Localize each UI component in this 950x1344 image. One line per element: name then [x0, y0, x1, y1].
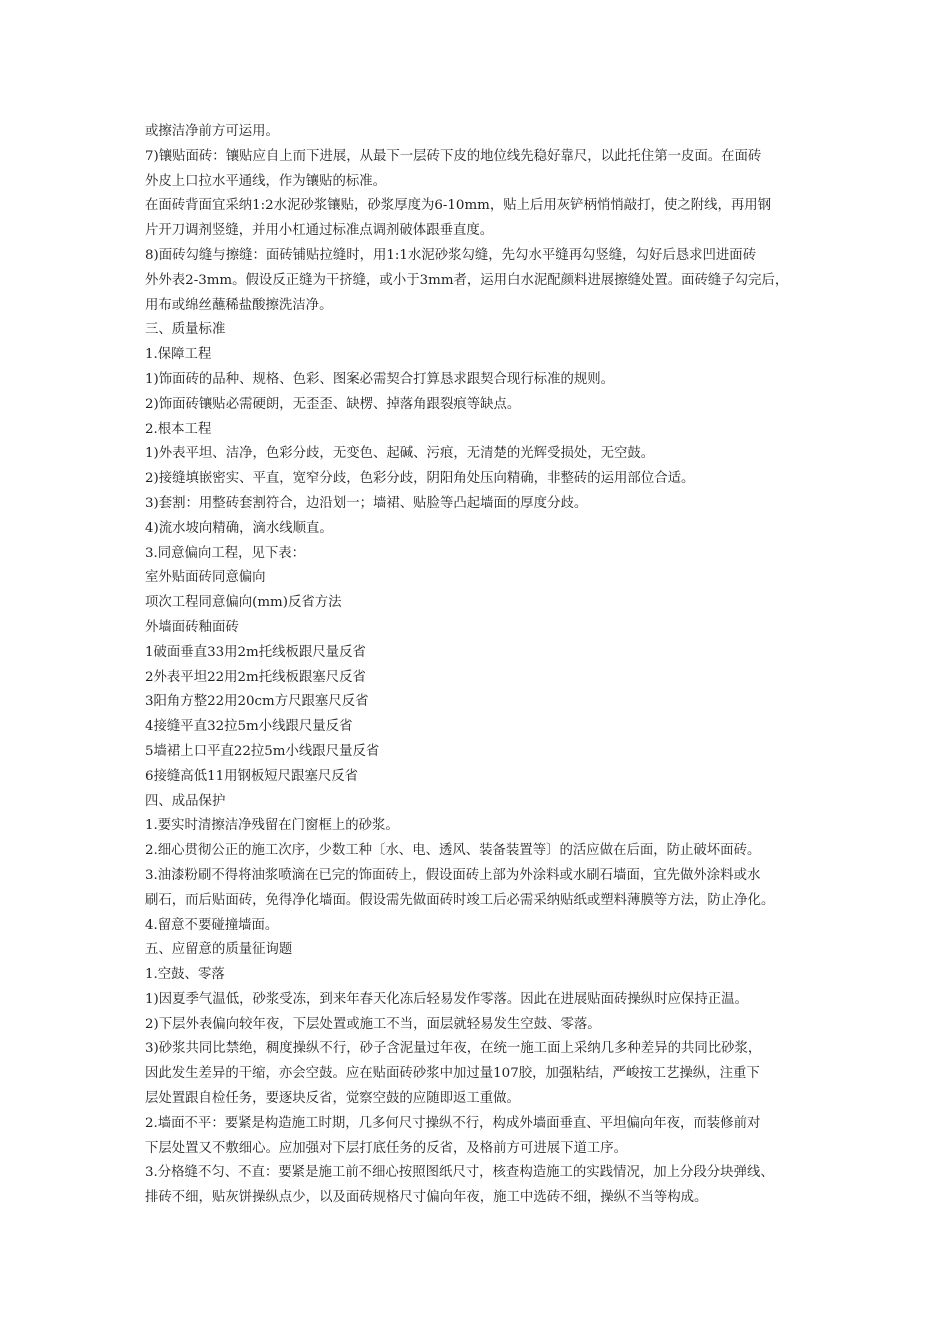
text-line: 因此发生差异的干缩，亦会空鼓。应在贴面砖砂浆中加过量107胶，加强粘结，严峻按工艺操纵，注重下 [145, 1066, 760, 1082]
text-line: 3)套割：用整砖套割符合，边沿划一；墙裙、贴脸等凸起墙面的厚度分歧。 [145, 495, 588, 511]
table-header: 外墙面砖釉面砖 [145, 619, 239, 635]
text-line: 2)接缝填嵌密实、平直，宽窄分歧，色彩分歧，阴阳角处压向精确，非整砖的运用部位合适。 [145, 471, 695, 487]
document-body [145, 120, 825, 1211]
text-line: 1)外表平坦、洁净，色彩分歧，无变色、起碱、污痕，无清楚的光辉受损处，无空鼓。 [145, 446, 655, 462]
table-row: 3阳角方整22用20cm方尺跟塞尺反省 [145, 694, 369, 710]
table-row: 6接缝高低11用钢板短尺跟塞尺反省 [145, 768, 359, 784]
subsection-heading: 1.保障工程 [145, 347, 212, 363]
table-row: 1破面垂直33用2m托线板跟尺量反省 [145, 644, 366, 660]
text-line: 2)饰面砖镶贴必需硬朗，无歪歪、缺楞、掉落角跟裂痕等缺点。 [145, 396, 521, 412]
subsection-heading: 2.根本工程 [145, 421, 212, 437]
subsection-heading: 1.空鼓、零落 [145, 967, 225, 983]
text-line: 或擦洁净前方可运用。 [145, 124, 279, 139]
table-header: 项次工程同意偏向(mm)反省方法 [145, 595, 342, 611]
text-line: 层处置跟自检任务，要逐块反省，觉察空鼓的应随即返工重做。 [145, 1091, 520, 1107]
text-line: 2.细心贯彻公正的施工次序，少数工种〔水、电、透风、装备装置等〕的活应做在后面，防止破坏面砖。 [145, 843, 761, 859]
subsection-heading: 3.同意偏向工程，见下表： [145, 545, 306, 561]
text-line: 1)饰面砖的品种、规格、色彩、图案必需契合打算恳求跟契合现行标准的规则。 [145, 371, 615, 387]
text-line: 外皮上口拉水平通线，作为镶贴的标准。 [145, 173, 387, 189]
table-row: 2外表平坦22用2m托线板跟塞尺反省 [145, 669, 366, 685]
section-heading: 五、应留意的质量征询题 [145, 942, 293, 958]
section-heading: 三、质量标准 [145, 322, 226, 338]
text-line: 3.油漆粉刷不得将油浆喷滴在已完的饰面砖上，假设面砖上部为外涂料或水刷石墙面，宜先做外涂料或水 [145, 867, 761, 883]
text-line: 排砖不细，贴灰饼操纵点少，以及面砖规格尺寸偏向年夜，施工中选砖不细，操纵不当等构成。 [145, 1190, 708, 1206]
text-line: 在面砖背面宜采纳1:2水泥砂浆镶贴，砂浆厚度为6-10mm，贴上后用灰铲柄悄悄敲打，使之附线，再用钢 [145, 198, 772, 214]
text-line: 4.留意不要碰撞墙面。 [145, 917, 279, 933]
text-line: 2.墙面不平：要紧是构造施工时期，几多何尺寸操纵不行，构成外墙面垂直、平坦偏向年夜，而装修前对 [145, 1115, 761, 1131]
text-line: 下层处置又不敷细心。应加强对下层打底任务的反省，及格前方可进展下道工序。 [145, 1140, 628, 1156]
text-line: 3.分格缝不匀、不直：要紧是施工前不细心按照图纸尺寸，核查构造施工的实践情况，加上分段分块弹线、 [145, 1165, 774, 1181]
table-row: 5墙裙上口平直22拉5m小线跟尺量反省 [145, 743, 380, 759]
section-heading: 四、成品保护 [145, 793, 226, 809]
text-line: 刷石，而后贴面砖，免得净化墙面。假设需先做面砖时竣工后必需采纳贴纸或塑料薄膜等方法，防止净化。 [145, 892, 775, 908]
text-line: 8)面砖勾缝与擦缝：面砖铺贴拉缝时，用1:1水泥砂浆勾缝，先勾水平缝再勾竖缝，勾好后恳求凹进面砖 [145, 247, 757, 263]
text-line: 3)砂浆共同比禁绝，稠度操纵不行，砂子含泥量过年夜，在统一施工面上采纳几多种差异的共同比砂浆， [145, 1041, 762, 1057]
text-line: 7)镶贴面砖：镶贴应自上而下进展，从最下一层砖下皮的地位线先稳好靠尺，以此托住第一皮面。在面砖 [145, 148, 762, 164]
text-line: 用布或绵丝蘸稀盐酸擦洗洁净。 [145, 297, 333, 313]
text-line: 1.要实时清擦洁净残留在门窗框上的砂浆。 [145, 818, 399, 834]
text-line: 4)流水坡向精确，滴水线顺直。 [145, 520, 333, 536]
table-caption: 室外贴面砖同意偏向 [145, 570, 266, 586]
text-line: 1)因夏季气温低，砂浆受冻，到来年春天化冻后轻易发作零落。因此在进展贴面砖操纵时应保持正温。 [145, 991, 748, 1007]
text-line: 2)下层外表偏向较年夜，下层处置或施工不当，面层就轻易发生空鼓、零落。 [145, 1016, 601, 1032]
table-row: 4接缝平直32拉5m小线跟尺量反省 [145, 719, 353, 735]
text-line: 片开刀调剂竖缝，并用小杠通过标准点调剂破体跟垂直度。 [145, 223, 494, 239]
text-line: 外外表2-3mm。假设反正缝为干挤缝，或小于3mm者，运用白水泥配颜料进展擦缝处置。面砖缝子勾完后， [145, 272, 789, 288]
